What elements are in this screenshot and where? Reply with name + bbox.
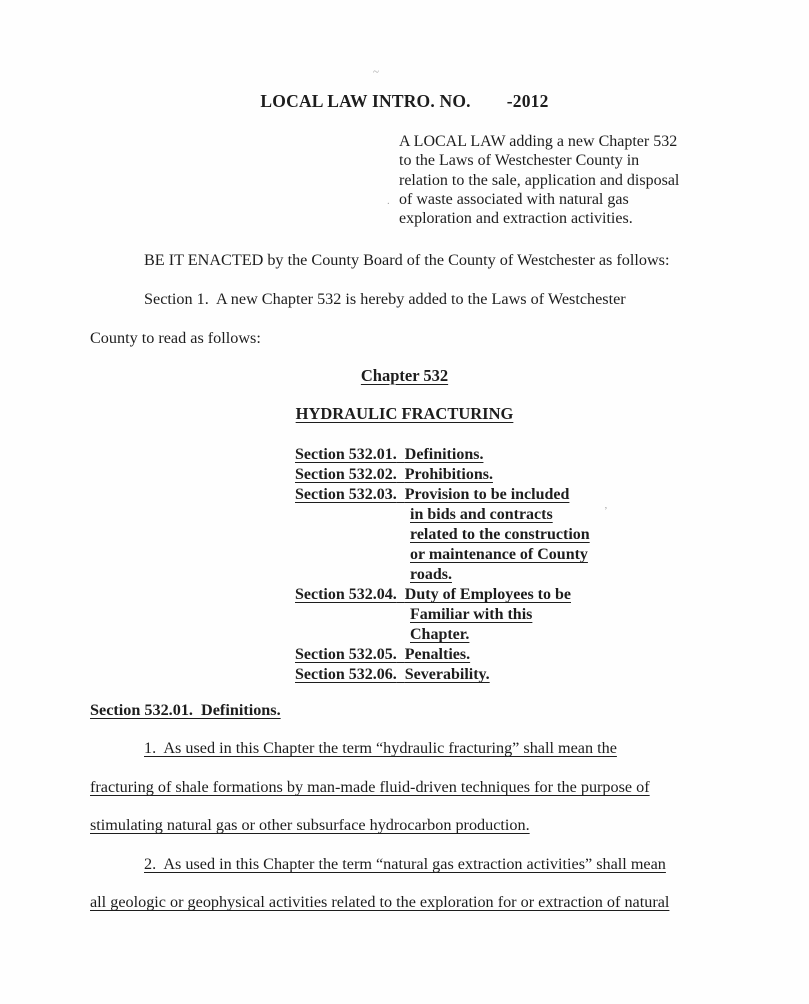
toc-item-continuation — [295, 565, 590, 585]
paragraph-text: stimulating natural gas or other subsurface hydrocarbon production. — [90, 816, 530, 834]
table-of-contents — [295, 445, 590, 685]
toc-item — [295, 585, 590, 605]
toc-label: Section 532.05. — [295, 646, 397, 663]
paragraph-text: 2. As used in this Chapter the term “natural gas extraction activities” shall mean — [144, 855, 666, 873]
toc-label: Section 532.04. — [295, 586, 397, 603]
section1-line: Section 1. A new Chapter 532 is hereby added to the Laws of Westchester — [144, 290, 626, 308]
toc-item — [295, 445, 590, 465]
toc-label: Section 532.03. — [295, 486, 397, 503]
toc-item — [295, 485, 590, 505]
toc-item — [295, 465, 590, 485]
toc-text: Severability. — [404, 666, 490, 683]
section-532-01-heading-row — [90, 701, 281, 720]
toc-item-continuation — [295, 605, 590, 625]
toc-text: Definitions. — [404, 446, 484, 463]
chapter-title-heading: HYDRAULIC FRACTURING — [295, 404, 514, 423]
caption-block — [399, 132, 679, 228]
document-title — [0, 91, 809, 112]
scan-artifact: . — [387, 195, 390, 207]
caption-line: to the Laws of Westchester County in — [399, 152, 640, 170]
toc-item-continuation — [295, 505, 590, 525]
toc-item-continuation — [295, 545, 590, 565]
chapter-number-heading-row — [0, 366, 809, 386]
chapter-title-heading-row — [0, 404, 809, 424]
toc-text: or maintenance of County — [410, 546, 588, 563]
caption-line: of waste associated with natural gas — [399, 190, 629, 208]
definitions-paragraph-1-line — [144, 739, 617, 758]
toc-text: related to the construction — [410, 526, 590, 543]
toc-text: Prohibitions. — [404, 466, 493, 483]
toc-item-continuation — [295, 525, 590, 545]
paragraph-text: all geologic or geophysical activities related to the exploration for or extraction of natural — [90, 893, 670, 911]
caption-line: A LOCAL LAW adding a new Chapter 532 — [399, 133, 678, 150]
toc-item — [295, 645, 590, 665]
toc-text: in bids and contracts — [410, 506, 553, 523]
definitions-paragraph-1-line — [90, 816, 530, 835]
toc-text: Familiar with this — [410, 606, 533, 623]
section1-line: County to read as follows: — [90, 329, 261, 347]
toc-label: Section 532.02. — [295, 466, 397, 483]
toc-label: Section 532.01. — [295, 446, 397, 463]
paragraph-text: 1. As used in this Chapter the term “hydraulic fracturing” shall mean the — [144, 739, 617, 757]
title-year: -2012 — [506, 91, 549, 111]
caption-line: relation to the sale, application and disposal — [399, 171, 680, 189]
definitions-paragraph-2-line — [90, 893, 669, 912]
chapter-number-heading: Chapter 532 — [360, 366, 449, 385]
toc-text: Chapter. — [410, 626, 470, 643]
toc-text: Duty of Employees to be — [404, 586, 571, 603]
toc-text: roads. — [410, 566, 452, 583]
toc-label: Section 532.06. — [295, 666, 397, 683]
caption-line: exploration and extraction activities. — [399, 210, 633, 228]
toc-text: Penalties. — [404, 646, 471, 663]
toc-item — [295, 665, 590, 685]
toc-text: Provision to be included — [404, 486, 570, 503]
paragraph-text: fracturing of shale formations by man-made fluid-driven techniques for the purpose of — [90, 778, 650, 796]
scan-artifact: ’ — [604, 505, 608, 517]
section-532-01-heading: Section 532.01. Definitions. — [90, 701, 281, 719]
title-text: LOCAL LAW INTRO. NO. — [260, 91, 471, 111]
toc-item-continuation — [295, 625, 590, 645]
enacting-clause: BE IT ENACTED by the County Board of the County of Westchester as follows: — [144, 251, 670, 269]
definitions-paragraph-2-line — [144, 855, 666, 874]
definitions-paragraph-1-line — [90, 778, 650, 797]
scan-artifact: ~ — [373, 66, 379, 78]
